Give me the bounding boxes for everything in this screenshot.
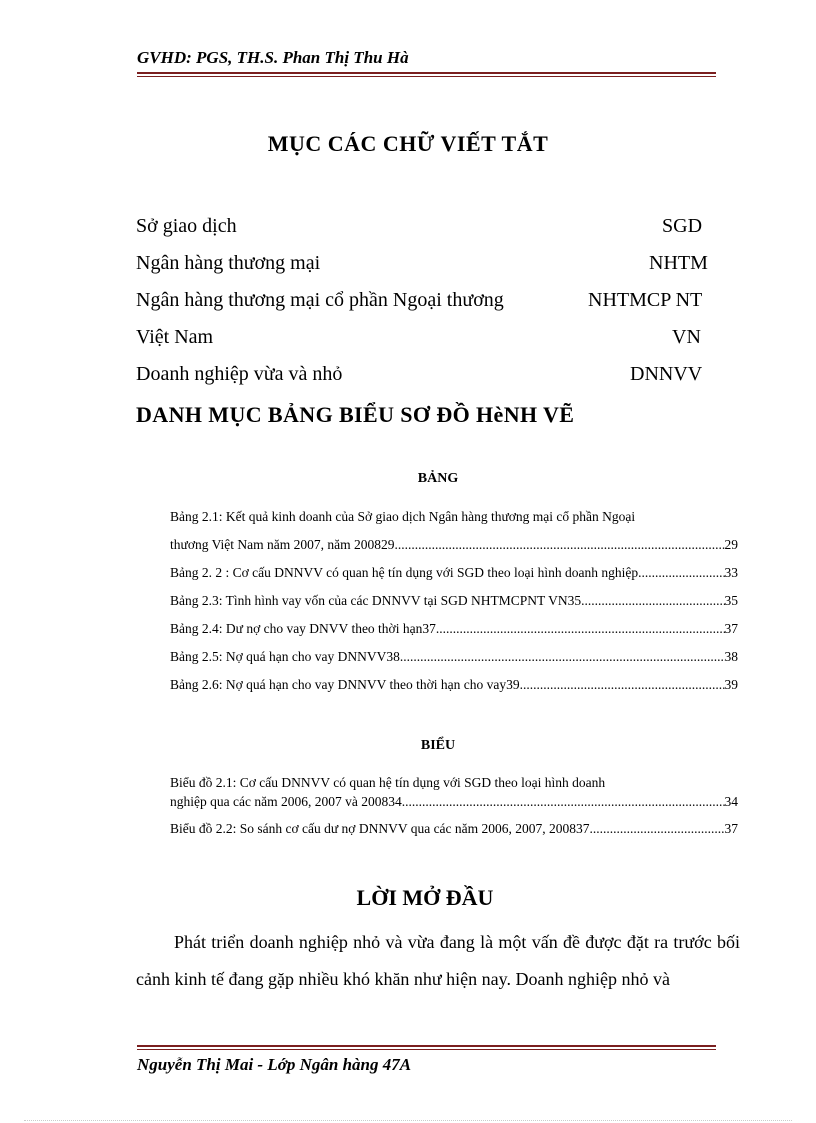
toc-leader	[400, 648, 725, 666]
toc-entry[interactable]	[170, 793, 738, 811]
toc-entry-text: Bảng 2.3: Tình hình vay vốn của các DNNVV tại SGD NHTMCPNT VN35	[170, 593, 582, 608]
toc-page-number: 29	[724, 537, 738, 552]
abbreviation-code: NHTM	[649, 252, 708, 274]
toc-entry[interactable]	[170, 536, 738, 554]
abbreviation-term: Ngân hàng thương mại cổ phần Ngoại thương	[136, 289, 504, 311]
toc-leader	[402, 793, 725, 811]
abbreviation-term: Sở giao dịch	[136, 215, 237, 237]
abbreviation-row	[136, 215, 716, 241]
abbreviation-term: Doanh nghiệp vừa và nhỏ	[136, 363, 343, 385]
toc-entry[interactable]	[170, 676, 738, 694]
abbreviation-row	[136, 252, 716, 278]
toc-entry[interactable]	[170, 820, 738, 838]
charts-heading: BIỂU	[420, 738, 456, 753]
abbreviation-row	[136, 289, 716, 315]
abbreviation-term: Việt Nam	[136, 326, 214, 348]
abbreviation-code: NHTMCP NT	[588, 289, 703, 311]
toc-leader	[520, 676, 725, 694]
toc-page-number: 35	[724, 593, 738, 608]
toc-entry-text: Bảng 2.5: Nợ quá hạn cho vay DNNVV38	[170, 649, 400, 664]
footer-rule	[137, 1045, 716, 1050]
toc-leader	[436, 620, 725, 638]
toc-leader	[590, 820, 725, 838]
tables-heading: BẢNG	[417, 471, 459, 486]
toc-page-number: 34	[724, 794, 738, 809]
toc-entry[interactable]	[170, 620, 738, 638]
toc-leader	[581, 592, 724, 610]
toc-page-number: 37	[724, 621, 738, 636]
toc-leader	[638, 564, 724, 582]
toc-page-number: 38	[724, 649, 738, 664]
lists-title: DANH MỤC BẢNG BIỂU SƠ ĐỒ HèNH VẼ	[136, 402, 575, 427]
page-edge	[24, 1120, 792, 1121]
toc-entry-text: thương Việt Nam năm 2007, năm 200829	[170, 537, 395, 552]
toc-entry-line[interactable]: Bảng 2.1: Kết quả kinh doanh của Sở giao dịch Ngân hàng thương mại cổ phần Ngoại	[170, 509, 636, 524]
toc-entry-text: nghiệp qua các năm 2006, 2007 và 200834	[170, 794, 402, 809]
toc-page-number: 33	[724, 565, 738, 580]
header-supervisor: GVHD: PGS, TH.S. Phan Thị Thu Hà	[137, 48, 409, 67]
abbreviation-term: Ngân hàng thương mại	[136, 252, 321, 274]
toc-entry-text: Biểu đồ 2.2: So sánh cơ cấu dư nợ DNNVV qua các năm 2006, 2007, 200837	[170, 821, 590, 836]
header-rule	[137, 72, 716, 77]
abbreviation-code: DNNVV	[630, 363, 703, 385]
abbreviations-title: MỤC CÁC CHỮ VIẾT TẮT	[267, 131, 549, 156]
toc-page-number: 37	[724, 821, 738, 836]
toc-entry-line[interactable]: Biểu đồ 2.1: Cơ cấu DNNVV có quan hệ tín dụng với SGD theo loại hình doanh	[170, 775, 606, 790]
intro-paragraph	[136, 924, 740, 998]
abbreviation-row	[136, 326, 716, 352]
toc-entry[interactable]	[170, 648, 738, 666]
abbreviation-row	[136, 363, 716, 389]
toc-leader	[395, 536, 725, 554]
toc-entry-text: Bảng 2.4: Dư nợ cho vay DNVV theo thời hạn37	[170, 621, 436, 636]
footer-author: Nguyễn Thị Mai - Lớp Ngân hàng 47A	[137, 1055, 412, 1074]
toc-entry[interactable]	[170, 592, 738, 610]
intro-title: LỜI MỞ ĐẦU	[356, 885, 494, 910]
abbreviation-code: VN	[672, 326, 701, 348]
toc-page-number: 39	[724, 677, 738, 692]
toc-entry-text: Bảng 2. 2 : Cơ cấu DNNVV có quan hệ tín dụng với SGD theo loại hình doanh nghiệp	[170, 565, 639, 580]
toc-entry-text: Bảng 2.6: Nợ quá hạn cho vay DNNVV theo thời hạn cho vay39	[170, 677, 520, 692]
intro-paragraph-text: Phát triển doanh nghiệp nhỏ và vừa đang là một vấn đề được đặt ra trước bối cảnh kinh tế đang gặp nhiều khó khăn như hiện nay. Doanh nghiệp nhỏ và	[136, 932, 740, 989]
toc-entry[interactable]	[170, 564, 738, 582]
abbreviation-code: SGD	[662, 215, 703, 237]
